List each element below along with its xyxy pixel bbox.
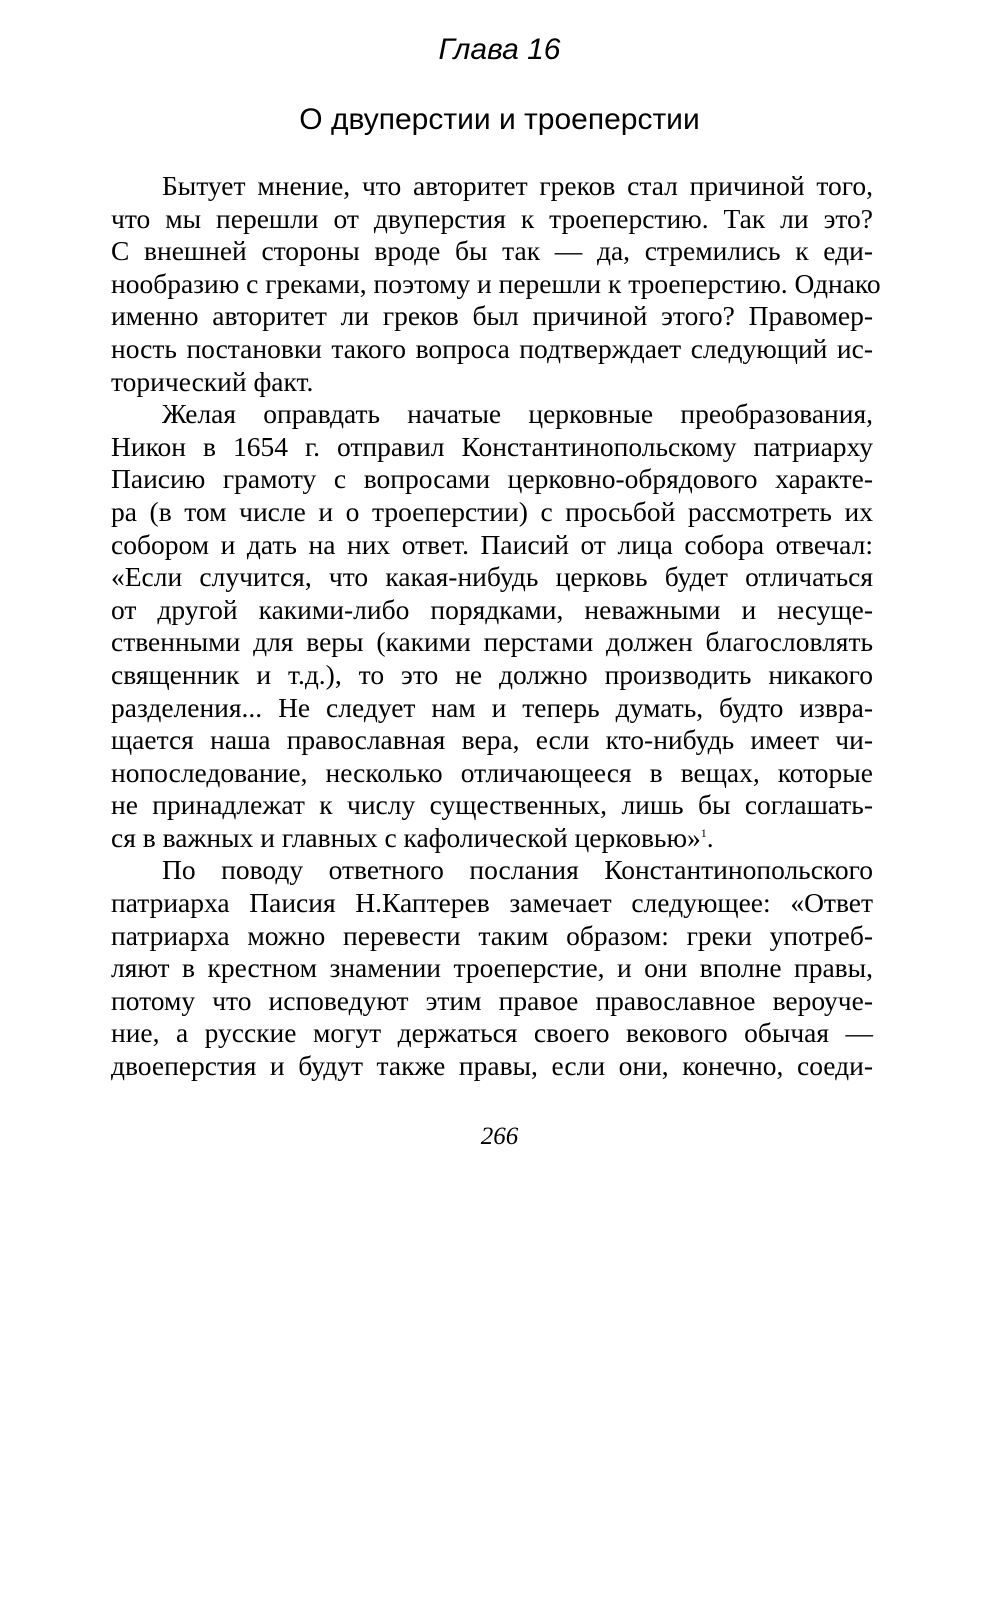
text-line: ние, а русские могут держаться своего векового обычая — <box>111 1017 873 1049</box>
page-number: 266 <box>480 1123 519 1150</box>
text-line: патриарха Паисия Н.Каптерев замечает следующее: «Ответ <box>111 887 873 919</box>
text-line: священник и т.д.), то это не должно производить никакого <box>111 658 873 690</box>
text-line: нообразию с греками, поэтому и перешли к троеперстию. Однако <box>111 267 881 299</box>
paragraph-2 <box>111 398 873 854</box>
text-line: ственными для веры (какими перстами должен благословлять <box>111 626 873 658</box>
text-line: ляют в крестном знамении троеперстие, и они вполне правы, <box>111 952 873 984</box>
text-line: собором и дать на них ответ. Паисий от лица собора отвечал: <box>111 528 873 560</box>
paragraph-1 <box>111 170 881 398</box>
text-line: что мы перешли от двуперстия к троеперстию. Так ли это? <box>111 202 873 234</box>
text-line: от другой какими-либо порядками, неважными и несуще- <box>111 593 873 625</box>
text-line: ся в важных и главных с кафолической церковью» <box>111 821 701 853</box>
text-line: Никон в 1654 г. отправил Константинопольскому патриарху <box>111 430 873 462</box>
text-line: потому что исповедуют этим правое православное вероуче- <box>111 984 873 1016</box>
text-line: Паисию грамоту с вопросами церковно-обрядового характе- <box>111 463 873 495</box>
text-line: торический факт. <box>111 365 314 397</box>
text-line: «Если случится, что какая-нибудь церковь будет отличаться <box>111 561 873 593</box>
sentence-end: . <box>706 821 714 853</box>
text-line: двоеперстия и будут также правы, если они, конечно, соеди- <box>111 1050 873 1082</box>
body-text <box>111 170 881 1083</box>
footnote-mark[interactable]: 1 <box>700 825 707 840</box>
chapter-label: Глава 16 <box>438 33 561 66</box>
text-line: патриарха можно перевести таким образом: греки употреб- <box>111 919 873 951</box>
chapter-title: О двуперстии и троеперстии <box>299 103 700 136</box>
text-line-with-footnote <box>111 822 873 855</box>
text-line: С внешней стороны вроде бы так — да, стремились к еди- <box>111 235 873 267</box>
text-line: По поводу ответного послания Константинопольского <box>162 854 873 886</box>
text-line: Бытует мнение, что авторитет греков стал причиной того, <box>162 170 873 201</box>
text-line: щается наша православная вера, если кто-нибудь имеет чи- <box>111 724 873 756</box>
text-line: именно авторитет ли греков был причиной этого? Правомер- <box>111 300 873 332</box>
text-line: разделения... Не следует нам и теперь думать, будто извра- <box>111 691 873 723</box>
paragraph-3 <box>111 854 873 1082</box>
text-line: ра (в том числе и о троеперстии) с просьбой рассмотреть их <box>111 495 873 527</box>
text-line: не принадлежат к числу существенных, лишь бы соглашать- <box>111 789 873 821</box>
text-line: нопоследование, несколько отличающееся в вещах, которые <box>111 756 873 788</box>
text-line: ность постановки такого вопроса подтверждает следующий ис- <box>111 332 873 364</box>
text-line: Желая оправдать начатые церковные преобразования, <box>162 398 873 430</box>
